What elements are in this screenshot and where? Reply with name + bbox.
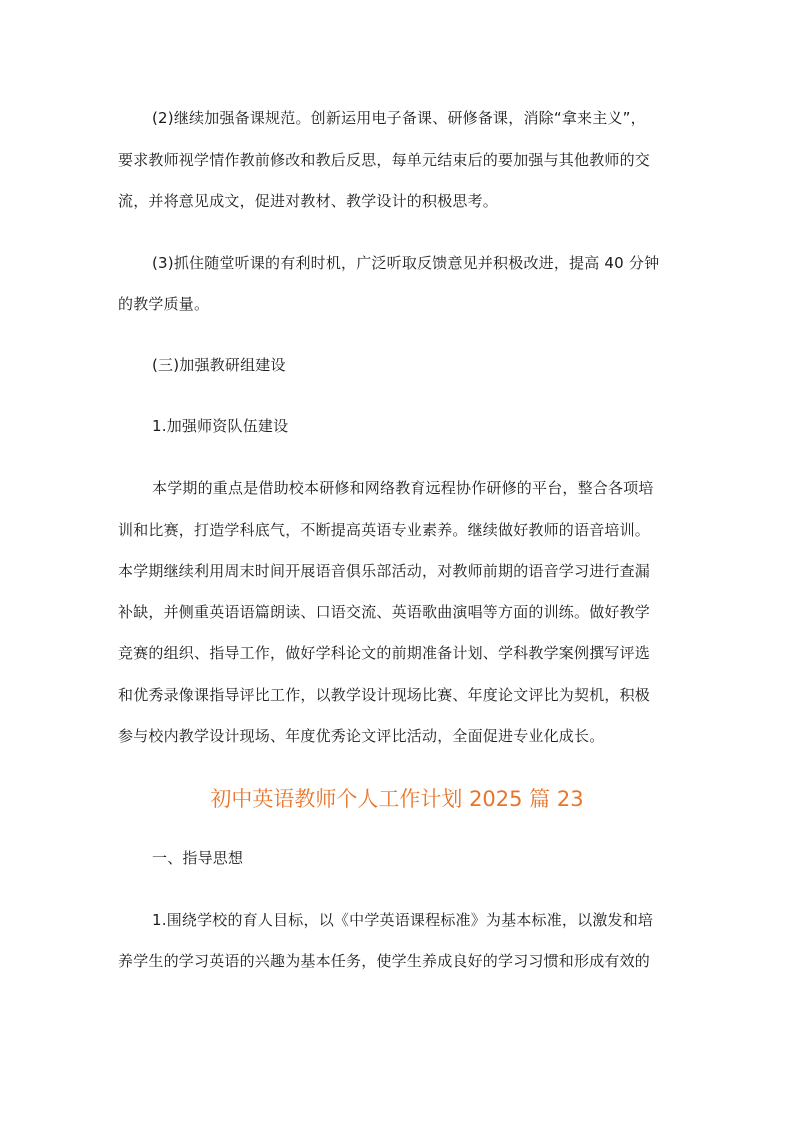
- paragraph-line: 本学期继续利用周末时间开展语音俱乐部活动，对教师前期的语音学习进行查漏: [118, 562, 651, 580]
- paragraph-line: (2)继续加强备课规范。创新运用电子备课、研修备课，消除“拿来主义”，: [152, 109, 646, 127]
- subsection-heading: (三)加强教研组建设: [152, 356, 286, 374]
- subsection-heading: 1.加强师资队伍建设: [152, 417, 289, 435]
- subsection-heading: 一、指导思想: [152, 849, 244, 867]
- section-heading: 初中英语教师个人工作计划 2025 篇 23: [210, 787, 584, 811]
- paragraph-line: 参与校内教学设计现场、年度优秀论文评比活动，全面促进专业化成长。: [118, 727, 605, 745]
- paragraph-line: 训和比赛，打造学科底气，不断提高英语专业素养。继续做好教师的语音培训。: [118, 521, 651, 539]
- paragraph-line: (3)抓住随堂听课的有利时机，广泛听取反馈意见并积极改进，提高 40 分钟: [152, 254, 660, 272]
- paragraph-line: 和优秀录像课指导评比工作，以教学设计现场比赛、年度论文评比为契机，积极: [118, 686, 651, 704]
- paragraph-line: 竞赛的组织、指导工作，做好学科论文的前期准备计划、学科教学案例撰写评选: [118, 644, 651, 662]
- paragraph-line: 养学生的学习英语的兴趣为基本任务，使学生养成良好的学习习惯和形成有效的: [118, 952, 651, 970]
- paragraph-line: 1.围绕学校的育人目标，以《中学英语课程标准》为基本标准，以激发和培: [152, 911, 654, 929]
- paragraph-line: 的教学质量。: [118, 295, 210, 313]
- paragraph-line: 流，并将意见成文，促进对教材、教学设计的积极思考。: [118, 192, 499, 210]
- paragraph-line: 本学期的重点是借助校本研修和网络教育远程协作研修的平台，整合各项培: [152, 479, 654, 497]
- paragraph-line: 要求教师视学情作教前修改和教后反思，每单元结束后的要加强与其他教师的交: [118, 151, 651, 169]
- paragraph-line: 补缺，并侧重英语语篇朗读、口语交流、英语歌曲演唱等方面的训练。做好教学: [118, 603, 651, 621]
